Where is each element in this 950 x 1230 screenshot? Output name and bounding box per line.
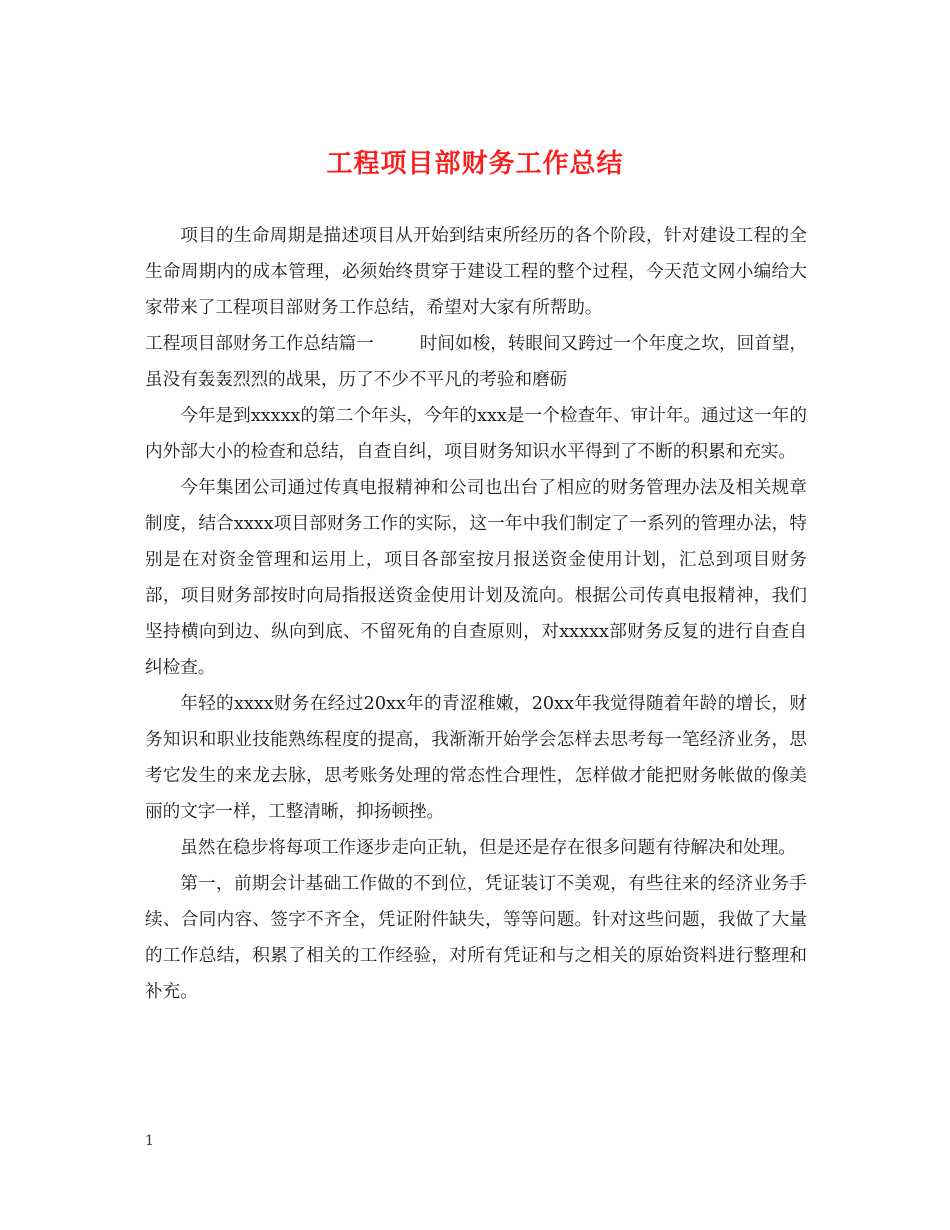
paragraph-5: 虽然在稳步将每项工作逐步走向正轨，但是还是存在很多问题有待解决和处理。 — [180, 838, 796, 858]
paragraph-3: 今年集团公司通过传真电报精神和公司也出台了相应的财务管理办法及相关规章制度，结合xxxx项目部财务工作的实际，这一年中我们制定了一系列的管理办法，特别是在对资金管理和运用上，项目各部室按月报送资金使用计划，汇总到项目财务部，项目财务部按时向局指报送资金使用计划及流向。根据公司传真电报精神，我们坚持横向到边、纵向到底、不留死角的自查原则，对xxxxx部财务反复的进行自查自纠检查。 — [145, 478, 807, 678]
paragraph-4: 年轻的xxxx财务在经过20xx年的青涩稚嫩，20xx年我觉得随着年龄的增长，财务知识和职业技能熟练程度的提高，我渐渐开始学会怎样去思考每一笔经济业务，思考它发生的来龙去脉，思考账务处理的常态性合理性，怎样做才能把财务帐做的像美丽的文字一样，工整清晰，抑扬顿挫。 — [145, 694, 807, 822]
page-number: 1 — [145, 1133, 154, 1149]
paragraph-2: 今年是到xxxxx的第二个年头，今年的xxx是一个检查年、审计年。通过这一年的内外部大小的检查和总结，自查自纠，项目财务知识水平得到了不断的积累和充实。 — [145, 406, 807, 462]
section-heading: 工程项目部财务工作总结篇一 — [145, 334, 374, 354]
section-text: 时间如梭，转眼间又跨过一个年度之坎，回首望，虽没有轰轰烈烈的战果，历了不少不平凡的考验和磨砺 — [145, 334, 807, 390]
document-body — [145, 218, 807, 1010]
paragraph-6: 第一，前期会计基础工作做的不到位，凭证装订不美观，有些往来的经济业务手续、合同内容、签字不齐全，凭证附件缺失，等等问题。针对这些问题，我做了大量的工作总结，积累了相关的工作经验，对所有凭证和与之相关的原始资料进行整理和补充。 — [145, 874, 807, 1002]
section-heading-line — [145, 326, 807, 398]
document-title: 工程项目部财务工作总结 — [326, 149, 624, 179]
paragraph-intro: 项目的生命周期是描述项目从开始到结束所经历的各个阶段，针对建设工程的全生命周期内的成本管理，必须始终贯穿于建设工程的整个过程，今天范文网小编给大家带来了工程项目部财务工作总结，希望对大家有所帮助。 — [145, 226, 807, 318]
